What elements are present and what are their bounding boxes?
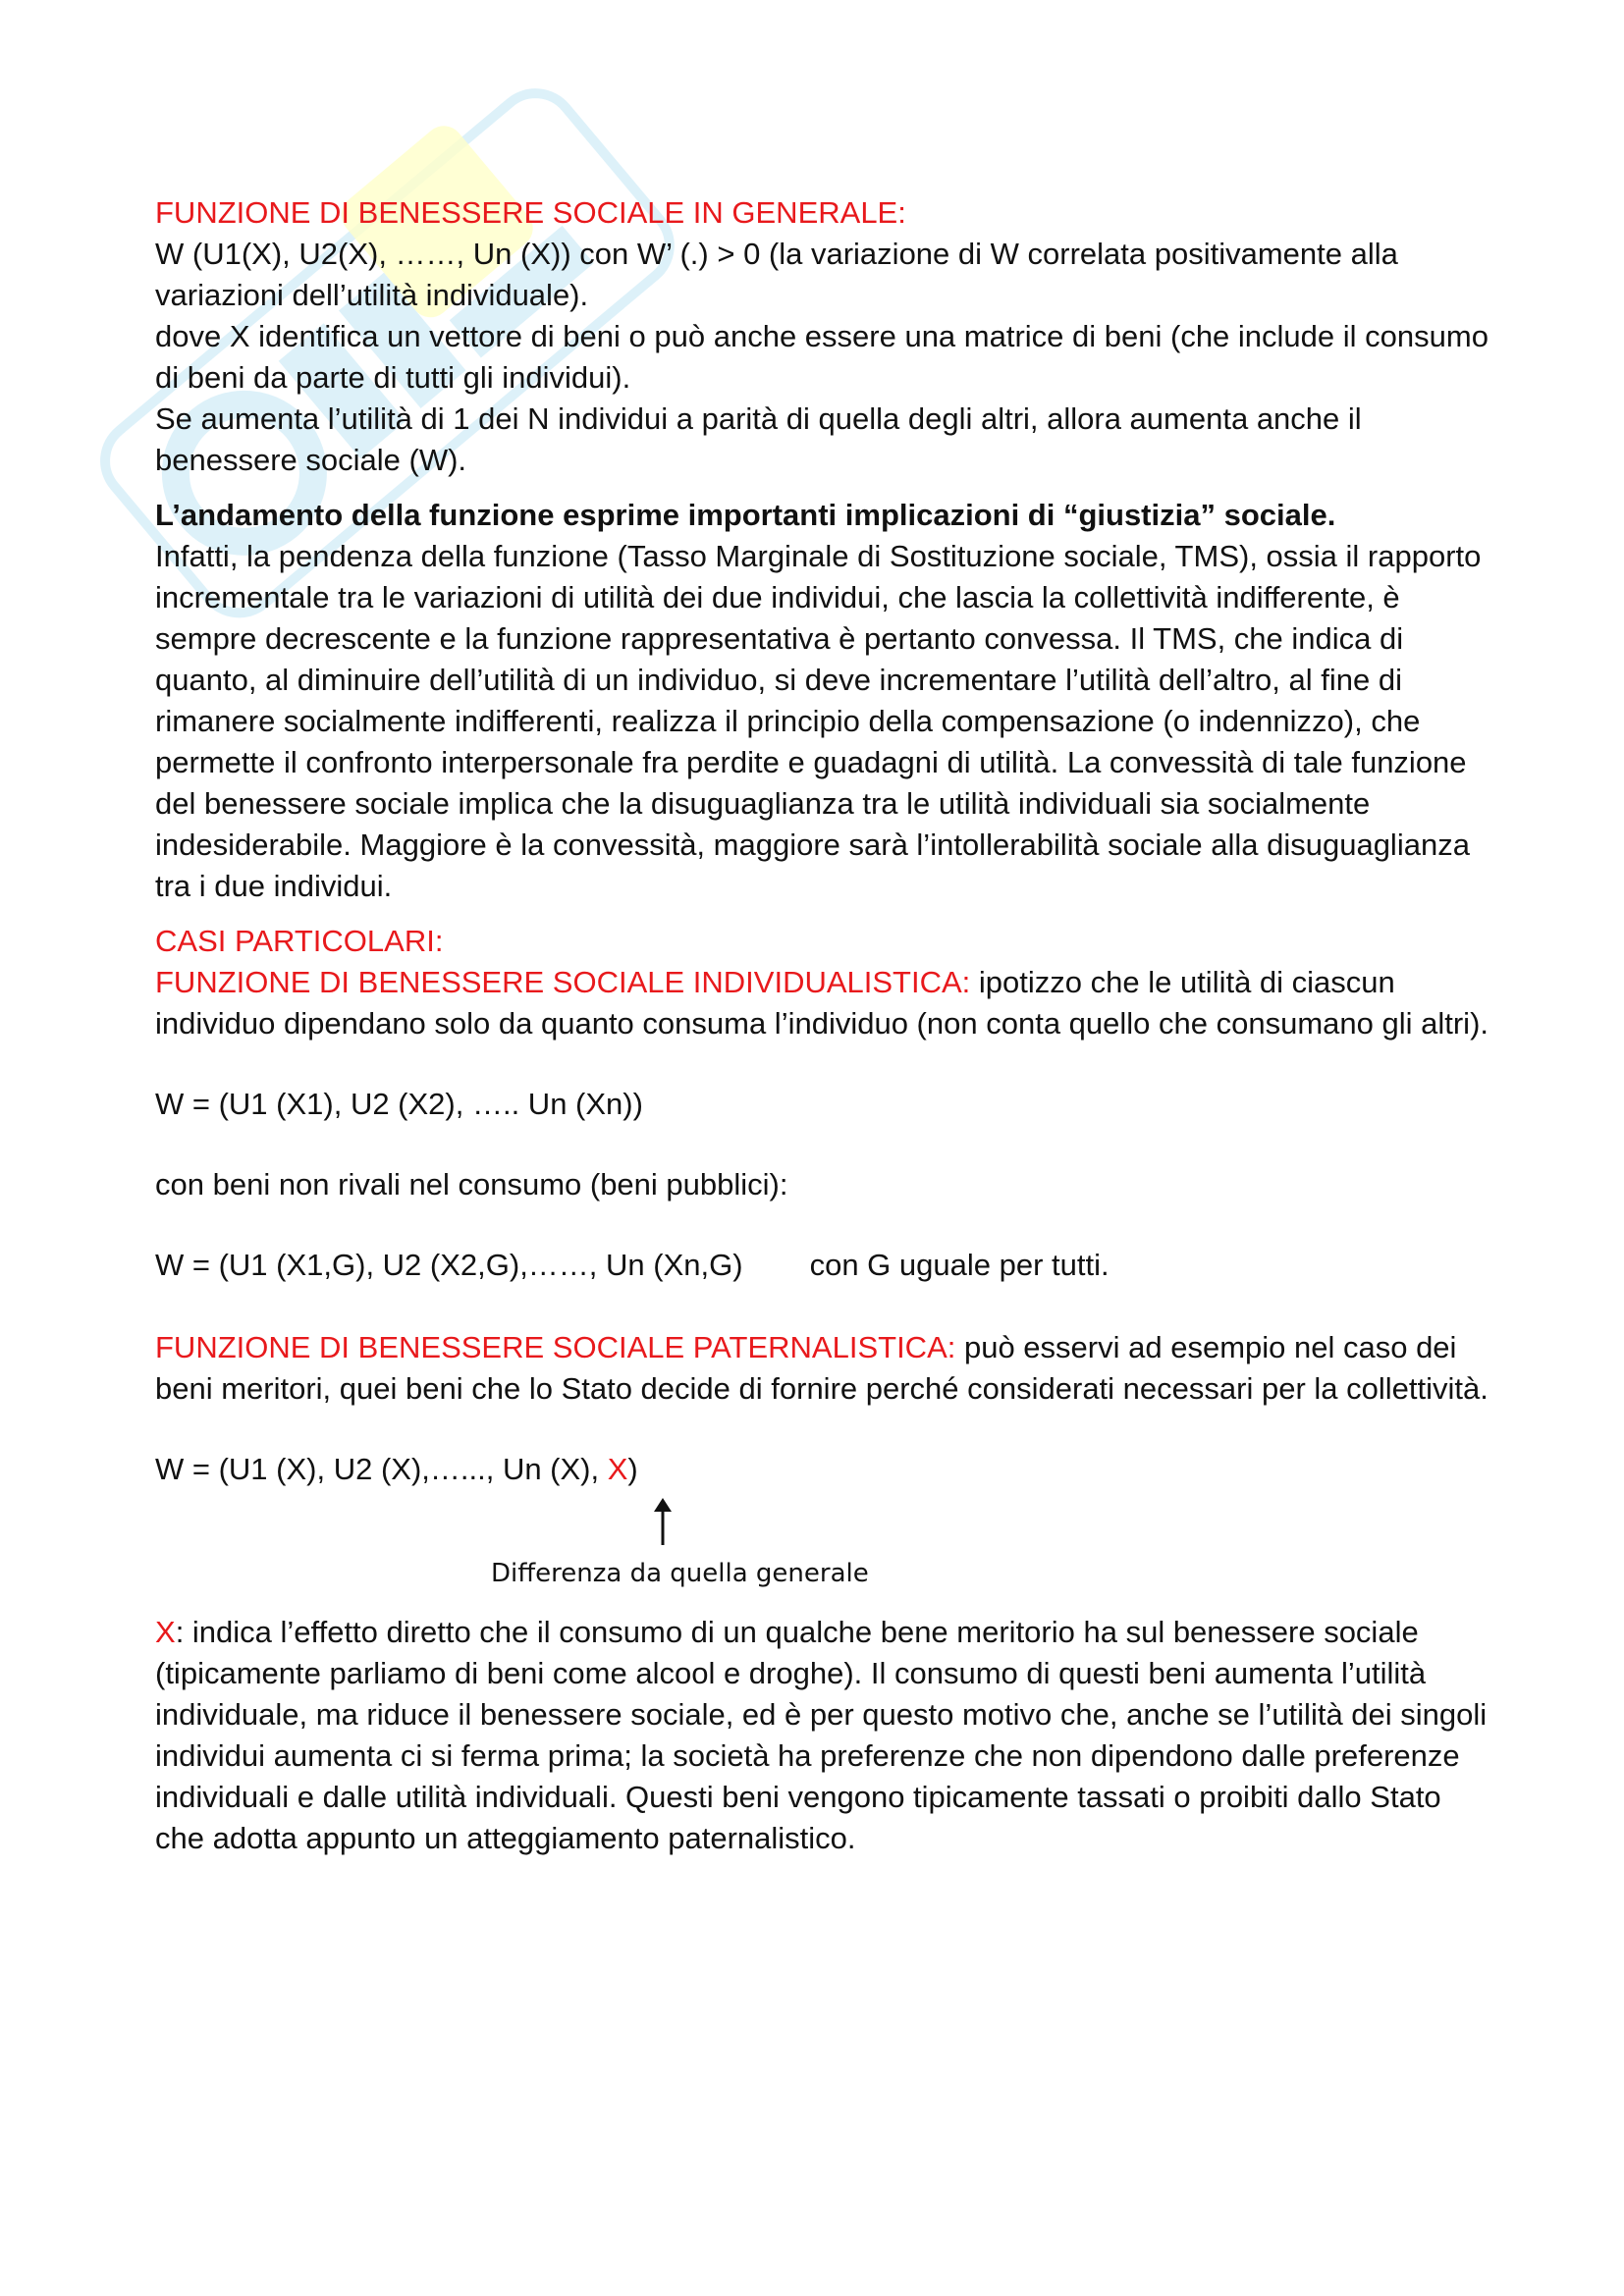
individualistic-formula: W = (U1 (X1), U2 (X2), ….. Un (Xn)) (155, 1087, 643, 1121)
utility-increase-paragraph: Se aumenta l’utilità di 1 dei N individui a parità di quella degli altri, allora aumenta anche il benessere sociale (W). (155, 401, 1362, 477)
public-goods-formula (155, 1245, 1490, 1286)
x-explanation-paragraph (155, 1612, 1490, 1859)
individualistic-heading: FUNZIONE DI BENESSERE SOCIALE INDIVIDUALISTICA: (155, 965, 971, 999)
paternalistic-formula-suffix: ) (627, 1452, 638, 1486)
x-label: X (155, 1615, 176, 1649)
x-explanation-text: : indica l’effetto diretto che il consumo di un qualche bene meritorio ha sul benessere sociale (tipicamente parliamo di beni come alcool e droghe). Il consumo di questi beni aumenta l’utilità individuale, ma riduce il benessere sociale, ed è per questo motivo che, anche se l’utilità dei singoli individui aumenta ci si ferma prima; la società ha preferenze che non dipendono dalle preferenze individuali e dalle utilità individuali. Questi beni vengono tipicamente tassati o proibiti dallo Stato che adotta appunto un atteggiamento paternalistico. (155, 1615, 1488, 1855)
individualistic-paragraph (155, 962, 1490, 1044)
tms-paragraph: Infatti, la pendenza della funzione (Tasso Marginale di Sostituzione sociale, TMS), ossia il rapporto incrementale tra le variazioni di utilità dei due individui, che lascia la collettività indifferente, è sempre decrescente e la funzione rappresentativa è pertanto convessa. Il TMS, che indica di quanto, al diminuire dell’utilità di un individuo, si deve incrementare l’utilità dell’altro, al fine di rimanere socialmente indifferenti, realizza il principio della compensazione (o indennizzo), che permette il confronto interpersonale fra perdite e guadagni di utilità. La convessità di tale funzione del benessere sociale implica che la disuguaglianza tra le utilità individuali sia socialmente indesiderabile. Maggiore è la convessità, maggiore sarà l’intollerabilità sociale alla disuguaglianza tra i due individui. (155, 539, 1482, 903)
paternalistic-heading: FUNZIONE DI BENESSERE SOCIALE PATERNALISTICA: (155, 1330, 956, 1364)
difference-annotation: Differenza da quella generale (491, 1559, 869, 1588)
paternalistic-formula-x: X (607, 1452, 628, 1486)
document-page (155, 192, 1490, 1859)
justice-statement: L’andamento della funzione esprime importanti implicazioni di “giustizia” sociale. (155, 498, 1336, 532)
paternalistic-formula (155, 1449, 1490, 1490)
annotation-block (155, 1490, 1490, 1598)
public-goods-formula-note: con G uguale per tutti. (809, 1248, 1110, 1282)
individualistic-text: ipotizzo che le utilità di ciascun individuo dipendano solo da quanto consuma l’individuo (non conta quello che consumano gli altri). (155, 965, 1489, 1041)
up-arrow-icon (648, 1498, 677, 1547)
public-goods-line: con beni non rivali nel consumo (beni pubblici): (155, 1167, 788, 1201)
paternalistic-formula-prefix: W = (U1 (X), U2 (X),…..., Un (X), (155, 1452, 608, 1486)
vector-definition-paragraph: dove X identifica un vettore di beni o può anche essere una matrice di beni (che include il consumo di beni da parte di tutti gli individui). (155, 319, 1489, 395)
special-cases-heading: CASI PARTICOLARI: (155, 924, 444, 958)
paternalistic-paragraph (155, 1327, 1490, 1410)
general-formula-paragraph: W (U1(X), U2(X), ……, Un (X)) con W’ (.) > 0 (la variazione di W correlata positivamente alla variazioni dell’utilità individuale). (155, 237, 1398, 312)
public-goods-formula-text: W = (U1 (X1,G), U2 (X2,G),……, Un (Xn,G) (155, 1248, 743, 1282)
section-heading-general: FUNZIONE DI BENESSERE SOCIALE IN GENERALE: (155, 195, 906, 230)
paternalistic-text: può esservi ad esempio nel caso dei beni meritori, quei beni che lo Stato decide di fornire perché considerati necessari per la collettività. (155, 1330, 1489, 1406)
